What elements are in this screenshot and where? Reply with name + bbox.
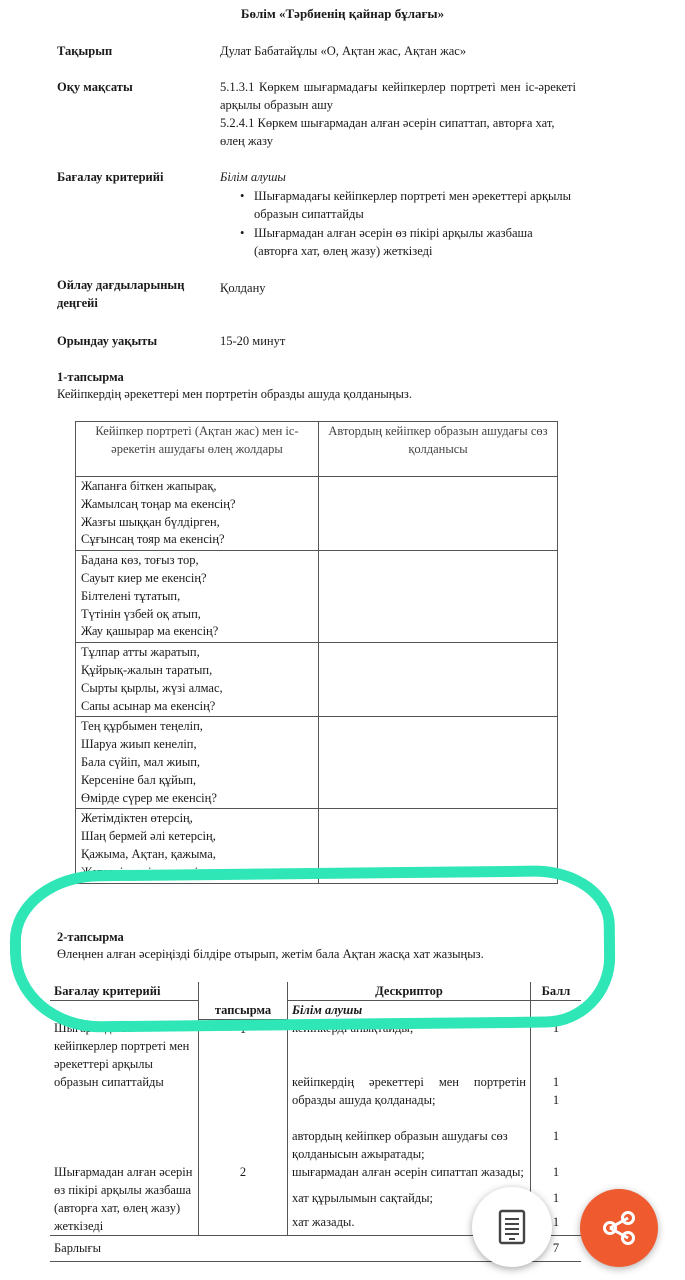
poem-line: Жетімдіктен өтерсің, <box>81 811 193 826</box>
poem-line: Жапанға біткен жапырақ, <box>81 479 217 493</box>
poem-line: Түтінін үзбей оқ атып, <box>81 606 201 621</box>
rubric-score-value: 1 <box>552 1075 560 1089</box>
rubric-descriptor: кейіпкердің әрекеттері мен портретін образды ашуда қолданады; <box>288 1073 531 1127</box>
thinking-level-value: Қолдану <box>220 281 266 295</box>
poem-line: Сұғынсаң тояр ма екенсің? <box>81 532 225 547</box>
rubric-task-1: 1 <box>199 1019 288 1163</box>
poem-stanza <box>76 551 319 643</box>
table-row <box>76 643 558 717</box>
poem-table-header-1: Кейіпкер портреті (Ақтан жас) мен іс-әрекетін ашудағы өлең жолдары <box>76 422 319 477</box>
poem-stanza <box>76 643 319 717</box>
rubric-descriptor: кейіпкерді анықтайды; <box>288 1019 531 1073</box>
document-button[interactable] <box>472 1187 552 1267</box>
poem-line: Тұлпар атты жаратып, <box>81 645 200 660</box>
table-row <box>76 551 558 643</box>
rubric-descriptor: автордың кейіпкер образын ашудағы сөз қолданысын ажыратады; <box>288 1127 531 1163</box>
rubric-total-value: 7 <box>531 1236 582 1262</box>
criteria-subject: Білім алушы <box>220 170 286 184</box>
poem-line: Шаң бермей әлі кетерсің, <box>81 829 216 844</box>
rubric-total-label: Барлығы <box>50 1236 531 1262</box>
poem-stanza <box>76 477 319 551</box>
rubric-criterion-1: Шығармадағы кейіпкерлер портреті мен әрекеттері арқылы образын сипаттайды <box>54 1021 190 1089</box>
objective-value-2: 5.2.4.1 Көркем шығармадан алған әсерін сипаттап, авторға хат, өлең жазу <box>220 116 555 148</box>
poem-line: Өмірде сүрер ме екенсің? <box>81 790 217 805</box>
table-row <box>76 717 558 809</box>
poem-line: Сапы асынар ма екенсің? <box>81 698 216 713</box>
poem-table <box>75 421 558 884</box>
poem-table-header-2: Автордың кейіпкер образын ашудағы сөз қолданысы <box>319 422 558 477</box>
time-value: 15-20 минут <box>220 334 286 348</box>
share-button[interactable] <box>580 1189 658 1267</box>
rubric-score <box>531 1073 582 1127</box>
table-row <box>76 477 558 551</box>
answer-cell[interactable] <box>319 477 558 551</box>
rubric-score: 1 <box>531 1127 582 1163</box>
poem-line: Құйрық-жалын таратып, <box>81 662 213 677</box>
rubric-subheader-row <box>50 1001 581 1020</box>
poem-line: Жетерсің, әлі, жетерсің. <box>81 864 208 879</box>
poem-line: Жазғы шыққан бүлдірген, <box>81 514 220 529</box>
poem-line: Бадана көз, тоғыз тор, <box>81 553 199 568</box>
answer-cell[interactable] <box>319 809 558 883</box>
rubric-criterion-2: Шығармадан алған әсерін өз пікірі арқылы жазбаша (авторға хат, өлең жазу) жеткізеді <box>54 1165 193 1233</box>
poem-line: Сауыт киер ме екенсің? <box>81 570 207 585</box>
poem-line: Жамылсаң тоңар ма екенсің? <box>81 496 236 511</box>
answer-cell[interactable] <box>319 717 558 809</box>
table-row <box>50 1019 581 1073</box>
document-icon <box>498 1209 526 1245</box>
rubric-subheader-learner: Білім алушы <box>288 1001 531 1020</box>
criteria-bullet-2: • Шығармадан алған әсерін өз пікірі арқылы жазбаша (авторға хат, өлең жазу) жеткізеді <box>240 224 574 260</box>
criteria-label: Бағалау критерийі <box>57 170 164 184</box>
rubric-score: 1 <box>531 1019 582 1073</box>
table-row <box>76 809 558 883</box>
task1-text: Кейіпкердің әрекеттері мен портретін образды ашуда қолданыңыз. <box>57 387 412 401</box>
rubric-score: 1 <box>531 1213 582 1236</box>
rubric-header-score: Балл <box>531 982 582 1001</box>
poem-line: Сырты қырлы, жүзі алмас, <box>81 680 223 695</box>
answer-cell[interactable] <box>319 643 558 717</box>
poem-line: Керсеніне бал құйып, <box>81 772 197 787</box>
answer-cell[interactable] <box>319 551 558 643</box>
share-icon <box>600 1209 638 1247</box>
poem-line: Жау қашырар ма екенсің? <box>81 624 219 639</box>
table-row <box>50 1163 581 1189</box>
objective-label: Оқу мақсаты <box>57 80 133 94</box>
topic-label: Тақырып <box>57 44 113 58</box>
rubric-descriptor: хат құрылымын сақтайды; <box>288 1189 531 1213</box>
rubric-score: 1 <box>531 1189 582 1213</box>
task1-heading: 1-тапсырма <box>57 370 124 384</box>
poem-line: Бала сүйіп, мал жиып, <box>81 754 201 769</box>
poem-line: Қажыма, Ақтан, қажыма, <box>81 846 216 861</box>
rubric-descriptor: шығармадан алған әсерін сипаттап жазады; <box>288 1163 531 1189</box>
poem-line: Тең құрбымен теңеліп, <box>81 719 203 734</box>
poem-stanza <box>76 717 319 809</box>
rubric-header-descriptor: Дескриптор <box>288 982 531 1001</box>
task2-heading: 2-тапсырма <box>57 930 124 944</box>
rubric-score: 1 <box>531 1163 582 1189</box>
rubric-score-value: 1 <box>552 1093 560 1107</box>
poem-stanza <box>76 809 319 883</box>
rubric-header-task-blank <box>199 982 288 1001</box>
topic-value: Дулат Бабатайұлы «О, Ақтан жас, Ақтан жас» <box>220 44 467 58</box>
rubric-task-2: 2 <box>199 1163 288 1236</box>
rubric-descriptor: хат жазады. <box>288 1213 531 1236</box>
task2-text: Өлеңнен алған әсеріңізді білдіре отырып, жетім бала Ақтан жасқа хат жазыңыз. <box>57 947 484 961</box>
rubric-header-row <box>50 982 581 1001</box>
objective-value-1: 5.1.3.1 Көркем шығармадағы кейіпкерлер портреті мен іс-әрекеті арқылы образын ашу <box>220 80 576 112</box>
rubric-header-criteria: Бағалау критерийі <box>50 982 199 1001</box>
section-title: Бөлім «Тәрбиенің қайнар бұлағы» <box>240 6 445 21</box>
thinking-level-label: Ойлау дағдыларының деңгейі <box>57 278 185 310</box>
poem-line: Шаруа жиып кенеліп, <box>81 737 197 752</box>
criteria-bullet-1: • Шығармадағы кейіпкерлер портреті мен әрекеттері арқылы образын сипаттайды <box>240 187 574 223</box>
rubric-header-task: тапсырма <box>199 1001 288 1020</box>
time-label: Орындау уақыты <box>57 334 158 348</box>
poem-line: Білтелені тұтатып, <box>81 588 181 603</box>
